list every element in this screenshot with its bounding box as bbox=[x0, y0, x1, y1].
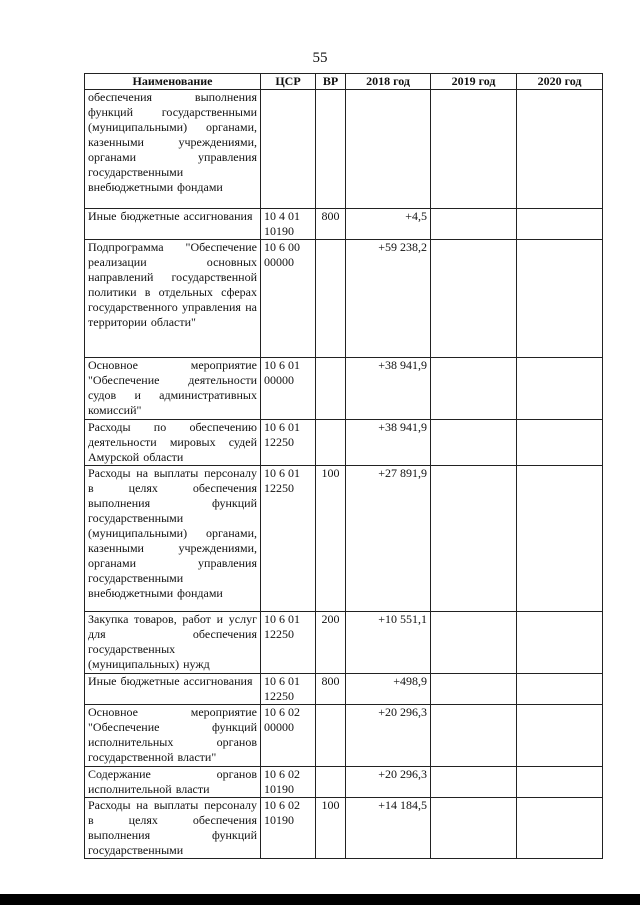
cell-name: Содержание органов исполнительной власти bbox=[85, 767, 261, 798]
cell-2019 bbox=[431, 798, 517, 859]
cell-vr bbox=[316, 90, 346, 209]
cell-2018: +59 238,2 bbox=[346, 240, 431, 358]
cell-2019 bbox=[431, 209, 517, 240]
cell-vr: 800 bbox=[316, 209, 346, 240]
cell-2020 bbox=[517, 674, 603, 705]
table-row bbox=[85, 420, 603, 466]
cell-name: Расходы по обеспечению деятельности мировых судей Амурской области bbox=[85, 420, 261, 466]
cell-csr bbox=[261, 90, 316, 209]
table-row bbox=[85, 674, 603, 705]
cell-name: обеспечения выполнения функций государственными (муниципальными) органами, казенными учреждениями, органами управления государственными внебюджетными фондами bbox=[85, 90, 261, 209]
cell-2018: +10 551,1 bbox=[346, 612, 431, 674]
cell-2020 bbox=[517, 612, 603, 674]
table-row bbox=[85, 240, 603, 358]
column-header-2020: 2020 год bbox=[517, 74, 603, 90]
cell-csr: 10 6 02 10190 bbox=[261, 767, 316, 798]
cell-2020 bbox=[517, 466, 603, 612]
cell-name: Иные бюджетные ассигнования bbox=[85, 674, 261, 705]
table-row bbox=[85, 209, 603, 240]
scan-edge bbox=[0, 894, 640, 905]
cell-vr: 800 bbox=[316, 674, 346, 705]
cell-2020 bbox=[517, 798, 603, 859]
cell-2018: +38 941,9 bbox=[346, 420, 431, 466]
table-body bbox=[85, 90, 603, 859]
cell-csr: 10 6 00 00000 bbox=[261, 240, 316, 358]
cell-csr: 10 4 01 10190 bbox=[261, 209, 316, 240]
cell-2018: +27 891,9 bbox=[346, 466, 431, 612]
table-row bbox=[85, 612, 603, 674]
cell-2018: +14 184,5 bbox=[346, 798, 431, 859]
cell-2019 bbox=[431, 420, 517, 466]
cell-2018: +38 941,9 bbox=[346, 358, 431, 420]
column-header-2019: 2019 год bbox=[431, 74, 517, 90]
cell-vr bbox=[316, 420, 346, 466]
cell-csr: 10 6 01 12250 bbox=[261, 674, 316, 705]
cell-2019 bbox=[431, 466, 517, 612]
cell-2020 bbox=[517, 209, 603, 240]
cell-name: Расходы на выплаты персоналу в целях обеспечения выполнения функций государственными bbox=[85, 798, 261, 859]
cell-vr bbox=[316, 358, 346, 420]
cell-2018: +498,9 bbox=[346, 674, 431, 705]
table-row bbox=[85, 705, 603, 767]
cell-2018: +4,5 bbox=[346, 209, 431, 240]
cell-vr bbox=[316, 705, 346, 767]
cell-2018: +20 296,3 bbox=[346, 767, 431, 798]
cell-2020 bbox=[517, 420, 603, 466]
cell-vr bbox=[316, 767, 346, 798]
cell-name: Закупка товаров, работ и услуг для обеспечения государственных (муниципальных) нужд bbox=[85, 612, 261, 674]
column-header-2018: 2018 год bbox=[346, 74, 431, 90]
column-header-vr: ВР bbox=[316, 74, 346, 90]
cell-name: Основное мероприятие "Обеспечение деятельности судов и административных комиссий" bbox=[85, 358, 261, 420]
cell-csr: 10 6 01 12250 bbox=[261, 612, 316, 674]
column-header-csr: ЦСР bbox=[261, 74, 316, 90]
cell-2019 bbox=[431, 674, 517, 705]
cell-2019 bbox=[431, 90, 517, 209]
cell-2018: +20 296,3 bbox=[346, 705, 431, 767]
cell-2019 bbox=[431, 358, 517, 420]
cell-vr: 200 bbox=[316, 612, 346, 674]
cell-csr: 10 6 02 10190 bbox=[261, 798, 316, 859]
column-header-name: Наименование bbox=[85, 74, 261, 90]
cell-csr: 10 6 01 12250 bbox=[261, 420, 316, 466]
table-row bbox=[85, 798, 603, 859]
cell-vr bbox=[316, 240, 346, 358]
cell-name: Расходы на выплаты персоналу в целях обеспечения выполнения функций государственными (муниципальными) органами, казенными учреждениями, органами управления государственными внебюджетными фондами bbox=[85, 466, 261, 612]
page-number: 55 bbox=[312, 50, 328, 66]
cell-2020 bbox=[517, 705, 603, 767]
table-row bbox=[85, 466, 603, 612]
cell-2020 bbox=[517, 358, 603, 420]
cell-2019 bbox=[431, 705, 517, 767]
header-row bbox=[85, 74, 603, 90]
cell-vr: 100 bbox=[316, 798, 346, 859]
cell-name: Основное мероприятие "Обеспечение функций исполнительных органов государственной власти" bbox=[85, 705, 261, 767]
cell-csr: 10 6 01 12250 bbox=[261, 466, 316, 612]
table-row bbox=[85, 767, 603, 798]
cell-2019 bbox=[431, 240, 517, 358]
cell-2020 bbox=[517, 90, 603, 209]
table-header bbox=[85, 74, 603, 90]
cell-name: Иные бюджетные ассигнования bbox=[85, 209, 261, 240]
cell-vr: 100 bbox=[316, 466, 346, 612]
cell-2018 bbox=[346, 90, 431, 209]
table-row bbox=[85, 90, 603, 209]
cell-csr: 10 6 02 00000 bbox=[261, 705, 316, 767]
table-row bbox=[85, 358, 603, 420]
budget-table bbox=[84, 73, 603, 859]
cell-csr: 10 6 01 00000 bbox=[261, 358, 316, 420]
cell-2019 bbox=[431, 767, 517, 798]
cell-2020 bbox=[517, 767, 603, 798]
cell-2019 bbox=[431, 612, 517, 674]
cell-2020 bbox=[517, 240, 603, 358]
cell-name: Подпрограмма "Обеспечение реализации основных направлений государственной политики в отдельных сферах государственного управления на территории области" bbox=[85, 240, 261, 358]
